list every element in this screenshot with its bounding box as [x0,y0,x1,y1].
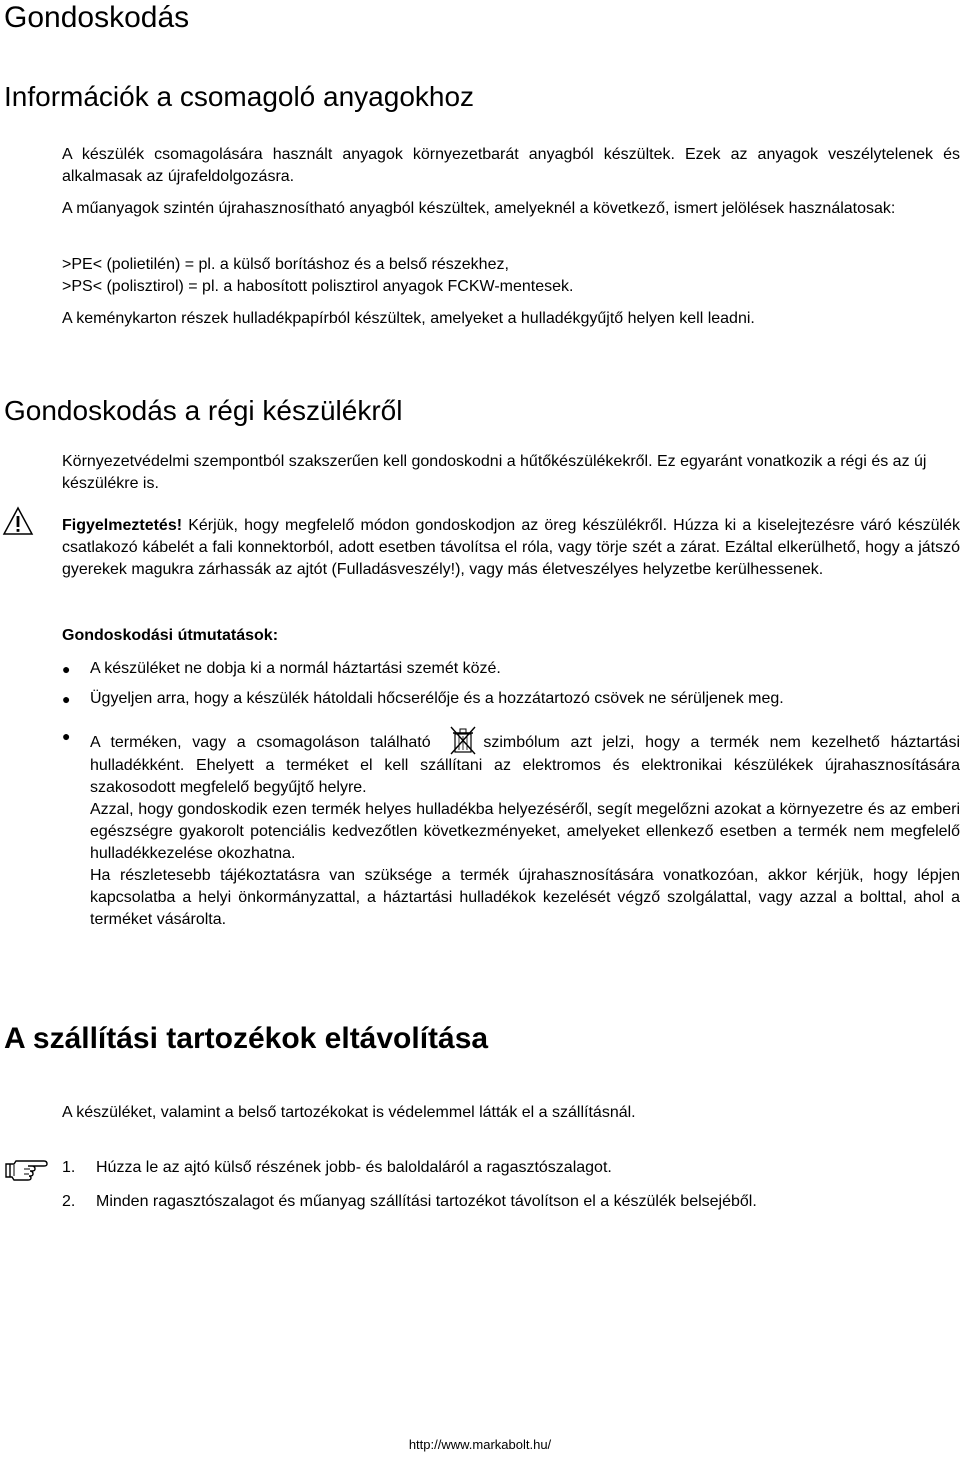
warning-triangle-icon [2,506,34,536]
footer-url: http://www.markabolt.hu/ [408,1437,552,1452]
list-item [62,658,960,680]
step-number: 2. [62,1193,76,1210]
bullet3-post-text: szimbólum azt jelzi, hogy a termék nem kezelhető háztartási hulladékként. Ehelyett a terméket el kell szállítani az elektromos és elektronikai készülékek újrahasznosítására szakosodott megfelelő begyűjtő helyre. [90,734,960,796]
transport-paragraph: A készüléket, valamint a belső tartozékokat is védelemmel látták el a szállításnál. [62,1104,636,1121]
list-item-text [90,725,960,931]
list-item [62,725,960,931]
pointing-hand-icon [4,1154,48,1182]
packaging-heading: Információk a csomagoló anyagokhoz [4,81,475,112]
packaging-paragraph-3: A keménykarton részek hulladékpapírból készültek, amelyeket a hulladékgyűjtő helyen kell leadni. [62,310,755,327]
crossed-out-bin-icon [445,725,481,755]
warning-text: Kérjük, hogy megfelelő módon gondoskodjon az öreg készülékről. Húzza ki a kiselejtezésre váró készülék csatlakozó kábelét a fali konnektorból, adott esetben távolítsa el róla, vagy törje szét a zárat. Ezáltal elkerülhető, hogy a játszó gyerekek magukra zárhassák az ajtót (Fulladásveszély!), vagy más életveszélyes helyzetbe kerülhessenek. [62,517,960,578]
list-item-text: A készüléket ne dobja ki a normál háztartási szemét közé. [90,660,501,677]
ps-marking-line: >PS< (polisztirol) = pl. a habosított polisztirol anyagok FCKW-mentesek. [62,278,574,295]
bullet3-pre-text: A terméken, vagy a csomagoláson található [90,734,442,751]
list-item [62,688,960,710]
old-device-paragraph: Környezetvédelmi szempontból szakszerűen kell gondoskodni a hűtőkészülékekről. Ez egyaránt vonatkozik a régi és az új készülékre is. [62,453,927,492]
list-item-text: Ügyeljen arra, hogy a készülék hátoldali hőcserélője és a hozzátartozó csövek ne sérüljenek meg. [90,690,784,707]
step-number: 1. [62,1159,76,1176]
step-text: Húzza le az ajtó külső részének jobb- és baloldaláról a ragasztószalagot. [96,1159,612,1176]
step-text: Minden ragasztószalagot és műanyag szállítási tartozékot távolítson el a készülék belsejéből. [96,1193,757,1210]
page-title: Gondoskodás [4,1,190,34]
packaging-paragraph-1: A készülék csomagolására használt anyagok környezetbarát anyagból készültek. Ezek az anyagok veszélytelenek és alkalmasak az újrafeldolgozásra. [62,146,960,185]
transport-heading: A szállítási tartozékok eltávolítása [4,1022,489,1055]
bullet-dot: ● [62,728,71,744]
bullet-dot: ● [62,661,71,677]
old-device-heading: Gondoskodás a régi készülékről [4,395,403,426]
warning-label: Figyelmeztetés! [62,517,183,534]
bullet3-paragraph-3: Ha részletesebb tájékoztatásra van szüksége a termék újrahasznosítására vonatkozóan, akkor kérjük, hogy lépjen kapcsolatba a helyi önkormányzattal, a háztartási hulladékok kezelését végző szolgálattal, vagy azzal a bolttal, ahol a terméket vásárolta. [90,867,960,928]
guide-heading: Gondoskodási útmutatások: [62,627,279,644]
bullet-dot: ● [62,691,71,707]
pe-marking-line: >PE< (polietilén) = pl. a külső borításhoz és a belső részekhez, [62,256,509,273]
warning-paragraph [62,515,960,581]
bullet3-paragraph-2: Azzal, hogy gondoskodik ezen termék helyes hulladékba helyezéséről, segít megelőzni azokat a környezetre és az emberi egészségre gyakorolt potenciális kedvezőtlen következményeket, amelyeket ellenkező esetben a termék nem megfelelő hulladékkezelése okozhatna. [90,801,960,862]
packaging-paragraph-2: A műanyagok szintén újrahasznosítható anyagból készültek, amelyeknél a következő, ismert jelölések használatosak: [62,200,896,217]
